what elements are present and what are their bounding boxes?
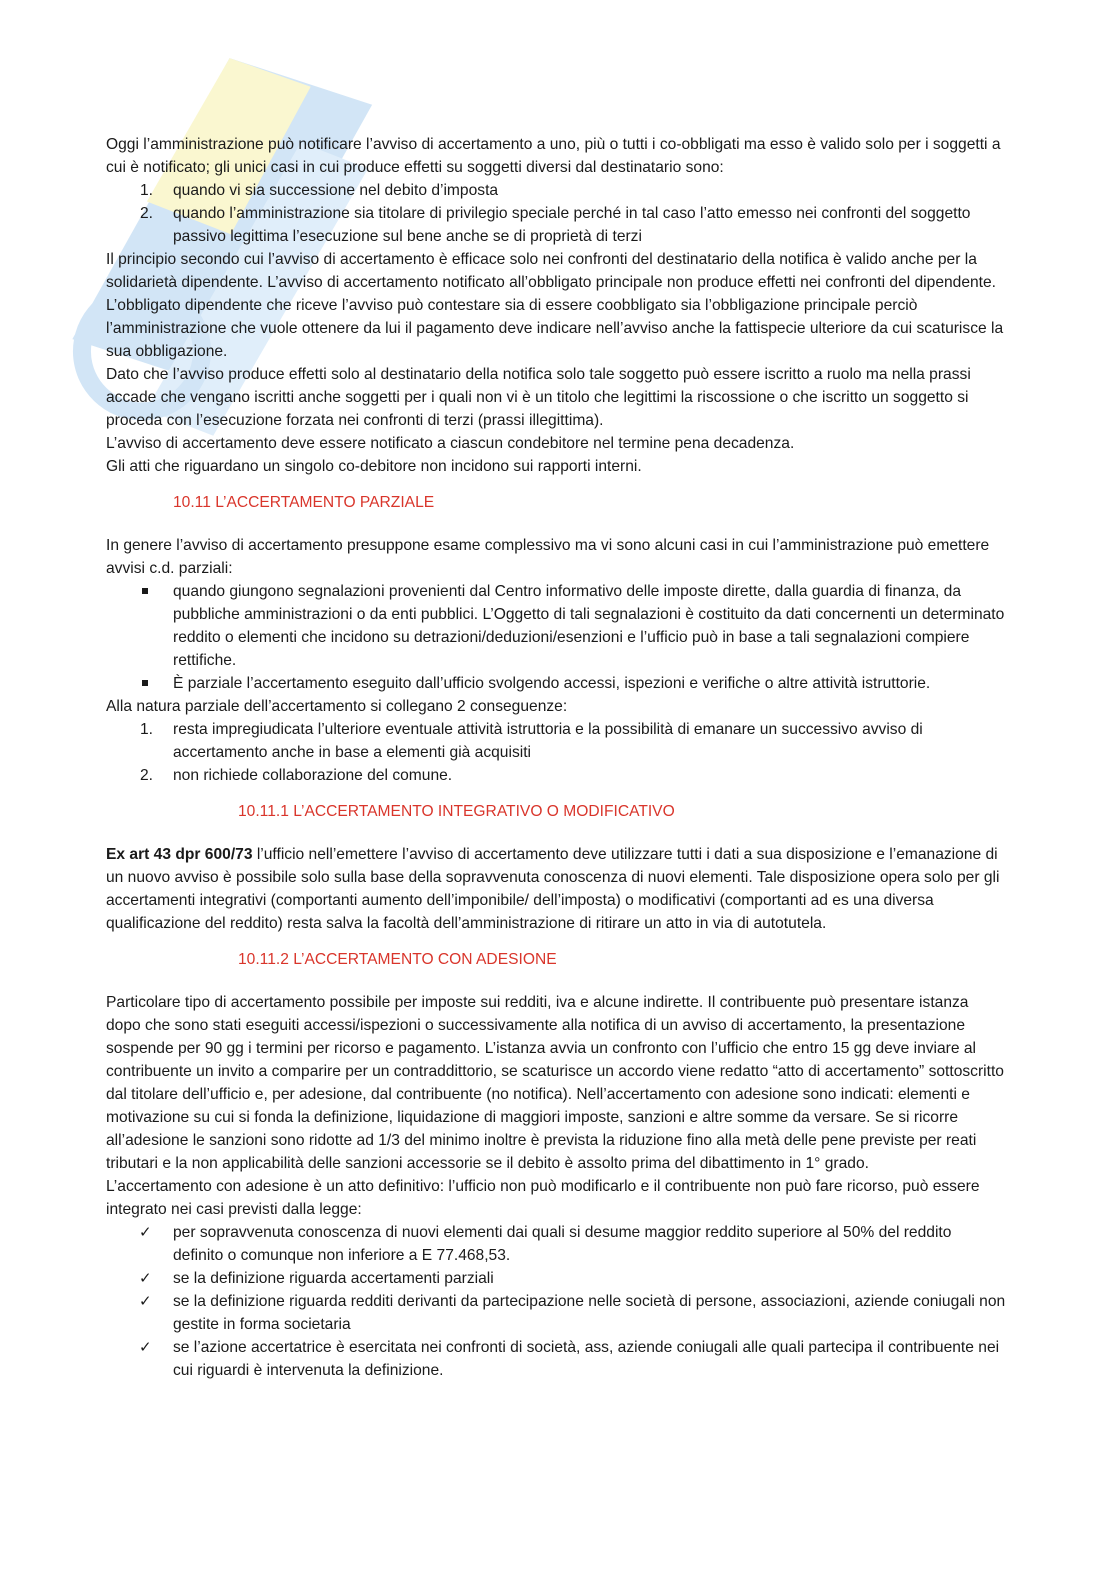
checkmark-icon: ✓ [139,1224,152,1241]
square-bullet-icon [142,588,148,594]
integrativo-paragraph: Ex art 43 dpr 600/73 l’ufficio nell’emettere l’avviso di accertamento deve utilizzare tutti i dati a sua disposizione e l’emanazione di un nuovo avviso è possibile solo sulla base della sopravvenuta conoscenza di nuovi elementi. Tale disposizione opera solo per gli accertamenti integrativi (comportanti aumento dell’imponibile/ dell’imposta) o modificativi (comportanti ad es una diversa qualificazione del reddito) resta salva la facoltà dell’amministrazione di ritirare un atto in via di autotutela. [106,846,1000,932]
parziale-numbered-list [106,718,1006,787]
checkmark-icon: ✓ [139,1293,152,1310]
adesione-paragraph-1: Particolare tipo di accertamento possibile per imposte sui redditi, iva e alcune indirette. Il contribuente può presentare istanza dopo che sono stati eseguiti accessi/ispezioni o successivamente alla notifica di un avviso di accertamento, la presentazione sospende per 90 gg i termini per ricorso e pagamento. L’istanza avvia un confronto con l’ufficio che entro 15 gg deve inviare al contribuente un invito a comparire per un contraddittorio, se scaturisce un accordo viene redatto “atto di accertamento” sottoscritto dal titolare dell’ufficio e, per adesione, dal contribuente (no notifica). Nell’accertamento con adesione sono indicati: elementi e motivazione su cui si fonda la definizione, liquidazione di maggiori imposte, sanzioni e altre somme da versare. Se si ricorre all’adesione le sanzioni sono ridotte ad 1/3 del minimo inoltre è prevista la riduzione fino alla metà delle pene previste per reati tributari e la non applicabilità delle sanzioni accessorie se il debito è assolto prima del dibattimento in 1° grado. [106,994,1004,1172]
document-page [106,133,1006,1382]
square-bullet-icon [142,680,148,686]
intro-paragraph-5: Gli atti che riguardano un singolo co-debitore non incidono sui rapporti interni. [106,458,642,475]
parziale-paragraph-2: Alla natura parziale dell’accertamento si collegano 2 conseguenze: [106,698,568,715]
list-item: È parziale l’accertamento eseguito dall’ufficio svolgendo accessi, ispezioni e verifiche o altre attività istruttorie. [106,672,1006,695]
parziale-paragraph-1: In genere l’avviso di accertamento presuppone esame complessivo ma vi sono alcuni casi in cui l’amministrazione può emettere avvisi c.d. parziali: [106,537,990,577]
section-heading-adesione: 10.11.2 L’ACCERTAMENTO CON ADESIONE [238,951,557,968]
list-item: ✓ se la definizione riguarda redditi derivanti da partecipazione nelle società di persone, associazioni, aziende coniugali non gestite in forma societaria [106,1290,1006,1336]
checkmark-icon: ✓ [139,1339,152,1356]
list-item: 1. quando vi sia successione nel debito d’imposta [140,182,499,199]
intro-numbered-list [106,179,1006,248]
list-item: ✓ se la definizione riguarda accertamenti parziali [106,1267,1006,1290]
list-item: 2. non richiede collaborazione del comune. [140,767,453,784]
adesione-check-list [106,1221,1006,1382]
section-heading-integrativo: 10.11.1 L’ACCERTAMENTO INTEGRATIVO O MODIFICATIVO [238,803,675,820]
list-item: ✓ se l’azione accertatrice è esercitata nei confronti di società, ass, aziende coniugali alle quali partecipa il contribuente nei cui riguardi è intervenuta la definizione. [106,1336,1006,1382]
intro-paragraph-2: Il principio secondo cui l’avviso di accertamento è efficace solo nei confronti del destinatario della notifica è valido anche per la solidarietà dipendente. L’avviso di accertamento notificato all’obbligato principale non produce effetti nei confronti del dipendente. L’obbligato dipendente che riceve l’avviso può contestare sia di essere coobbligato sia l’obbligazione principale perciò l’amministrazione che vuole ottenere da lui il pagamento deve indicare nell’avviso anche la fattispecie ulteriore da cui scaturisce la sua obbligazione. [106,251,1004,360]
list-item: 1. resta impregiudicata l’ulteriore eventuale attività istruttoria e la possibilità di emanare un successivo avviso di accertamento anche in base a elementi già acquisiti [140,721,923,761]
checkmark-icon: ✓ [139,1270,152,1287]
list-item: quando giungono segnalazioni provenienti dal Centro informativo delle imposte dirette, dalla guardia di finanza, da pubbliche amministrazioni o da enti pubblici. L’Oggetto di tali segnalazioni è costituito da dati concernenti un determinato reddito o elementi che incidono su detrazioni/deduzioni/esenzioni e l’ufficio può in base a tali segnalazioni compiere rettifiche. [106,580,1006,672]
intro-paragraph-4: L’avviso di accertamento deve essere notificato a ciascun condebitore nel termine pena decadenza. [106,435,795,452]
section-heading-parziale: 10.11 L’ACCERTAMENTO PARZIALE [173,494,435,511]
list-item: ✓ per sopravvenuta conoscenza di nuovi elementi dai quali si desume maggior reddito superiore al 50% del reddito definito o comunque non inferiore a E 77.468,53. [106,1221,1006,1267]
intro-paragraph-3: Dato che l’avviso produce effetti solo al destinatario della notifica solo tale soggetto può essere iscritto a ruolo ma nella prassi accade che vengano iscritti anche soggetti per i quali non vi è un titolo che legittimi la riscossione o che iscritto un soggetto si proceda con l’esecuzione forzata nei confronti di terzi (prassi illegittima). [106,366,971,429]
parziale-bullet-list [106,580,1006,695]
list-item: 2. quando l’amministrazione sia titolare di privilegio speciale perché in tal caso l’atto emesso nei confronti del soggetto passivo legittima l’esecuzione sul bene anche se di proprietà di terzi [140,205,971,245]
adesione-paragraph-2: L’accertamento con adesione è un atto definitivo: l’ufficio non può modificarlo e il contribuente non può fare ricorso, può essere integrato nei casi previsti dalla legge: [106,1178,980,1218]
intro-paragraph-1: Oggi l’amministrazione può notificare l’avviso di accertamento a uno, più o tutti i co-obbligati ma esso è valido solo per i soggetti a cui è notificato; gli unici casi in cui produce effetti su soggetti diversi dal destinatario sono: [106,136,1001,176]
